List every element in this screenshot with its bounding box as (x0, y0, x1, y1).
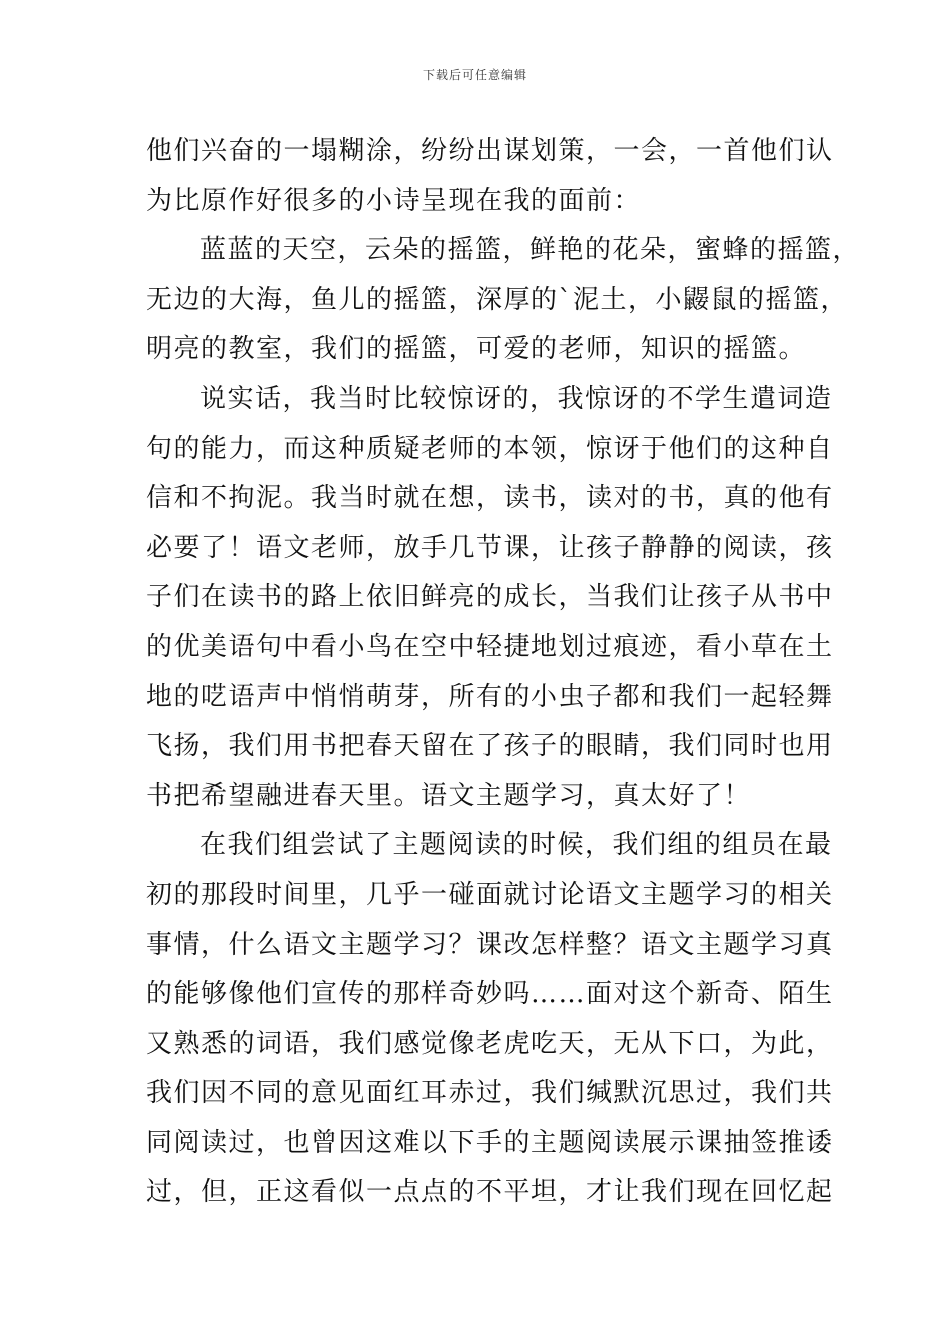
document-body (146, 131, 861, 1222)
text-line: 飞扬，我们用书把春天留在了孩子的眼睛，我们同时也用 (146, 731, 834, 762)
text-line: 必要了！语文老师，放手几节课，让孩子静静的阅读，孩 (146, 532, 834, 563)
text-line: 我们因不同的意见面红耳赤过，我们缄默沉思过，我们共 (146, 1078, 834, 1109)
text-line: 子们在读书的路上依旧鲜亮的成长，当我们让孩子从书中 (146, 582, 834, 613)
page-header-note: 下载后可任意编辑 (422, 68, 527, 82)
text-line: 说实话，我当时比较惊讶的，我惊讶的不学生遣词造 (200, 383, 833, 414)
text-line: 无边的大海，鱼儿的摇篮，深厚的`泥土，小鼹鼠的摇篮， (146, 284, 849, 315)
text-line: 明亮的教室，我们的摇篮，可爱的老师，知识的摇篮。 (146, 334, 807, 365)
text-line: 在我们组尝试了主题阅读的时候，我们组的组员在最 (200, 830, 833, 861)
text-line: 句的能力，而这种质疑老师的本领，惊讶于他们的这种自 (146, 433, 834, 464)
text-line: 他们兴奋的一塌糊涂，纷纷出谋划策，一会，一首他们认 (146, 136, 834, 166)
text-line: 的优美语句中看小鸟在空中轻捷地划过痕迹，看小草在土 (146, 631, 834, 662)
text-line: 同阅读过，也曾因这难以下手的主题阅读展示课抽签推诿 (146, 1127, 834, 1158)
text-line: 过，但，正这看似一点点的不平坦，才让我们现在回忆起 (146, 1177, 834, 1208)
text-line: 又熟悉的词语，我们感觉像老虎吃天，无从下口，为此， (146, 1028, 834, 1059)
text-line: 初的那段时间里，几乎一碰面就讨论语文主题学习的相关 (146, 879, 834, 910)
text-line: 书把希望融进春天里。语文主题学习，真太好了！ (146, 780, 752, 811)
text-line: 地的呓语声中悄悄萌芽，所有的小虫子都和我们一起轻舞 (146, 681, 834, 712)
text-line: 信和不拘泥。我当时就在想，读书，读对的书，真的他有 (146, 483, 834, 514)
text-line: 蓝蓝的天空，云朵的摇篮，鲜艳的花朵，蜜蜂的摇篮， (200, 235, 861, 266)
text-line: 的能够像他们宣传的那样奇妙吗……面对这个新奇、陌生 (146, 979, 834, 1010)
text-line: 事情，什么语文主题学习？课改怎样整？语文主题学习真 (146, 929, 834, 960)
text-line: 为比原作好很多的小诗呈现在我的面前： (146, 185, 642, 216)
